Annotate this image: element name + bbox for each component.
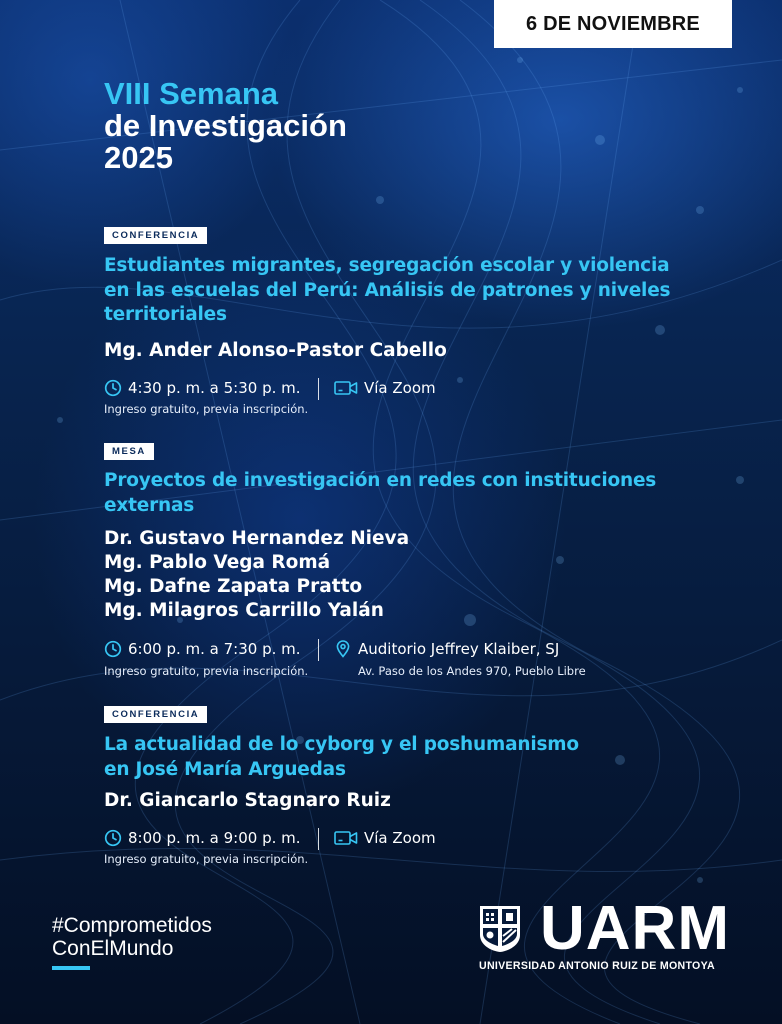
clock-icon <box>104 379 122 397</box>
event-type-badge: MESA <box>104 443 154 460</box>
event-address: Av. Paso de los Andes 970, Pueblo Libre <box>358 664 586 678</box>
clock-icon <box>104 829 122 847</box>
speaker-name: Mg. Ander Alonso-Pastor Cabello <box>104 340 447 361</box>
event-title <box>104 733 724 782</box>
speaker-name: Dr. Gustavo Hernandez Nieva <box>104 528 410 549</box>
event-location <box>334 640 559 658</box>
event-type-badge: CONFERENCIA <box>104 227 207 244</box>
event-time-text: 6:00 p. m. a 7:30 p. m. <box>128 640 301 658</box>
map-pin-icon <box>334 640 352 658</box>
page-title <box>104 78 347 174</box>
university-crest-icon <box>479 905 521 953</box>
divider <box>318 639 319 661</box>
hashtag <box>52 914 212 960</box>
event-location-text: Vía Zoom <box>364 829 436 847</box>
event-location <box>334 829 436 847</box>
admission-note: Ingreso gratuito, previa inscripción. <box>104 852 309 866</box>
event-title-line: en José María Arguedas <box>104 758 346 780</box>
event-title-line: en las escuelas del Perú: Análisis de patrones y niveles <box>104 279 671 301</box>
admission-note: Ingreso gratuito, previa inscripción. <box>104 664 309 678</box>
speaker-name: Mg. Pablo Vega Romá <box>104 552 331 573</box>
video-icon <box>334 379 358 397</box>
event-title-line: Estudiantes migrantes, segregación escolar y violencia <box>104 255 670 276</box>
speaker-list <box>104 527 409 623</box>
event-time <box>104 379 301 397</box>
speaker-list <box>104 789 391 813</box>
event-time-text: 8:00 p. m. a 9:00 p. m. <box>128 829 301 847</box>
title-line-1: VIII Semana <box>104 76 279 111</box>
event-time <box>104 829 301 847</box>
accent-underline <box>52 966 90 970</box>
event-title <box>104 469 724 518</box>
hashtag-line-1: #Comprometidos <box>52 914 212 937</box>
event-location-text: Vía Zoom <box>364 379 436 397</box>
divider <box>318 828 319 850</box>
speaker-name: Dr. Giancarlo Stagnaro Ruiz <box>104 790 391 811</box>
admission-note: Ingreso gratuito, previa inscripción. <box>104 402 309 416</box>
event-title-line: La actualidad de lo cyborg y el poshumanismo <box>104 734 579 755</box>
event-title <box>104 254 724 328</box>
event-time-text: 4:30 p. m. a 5:30 p. m. <box>128 379 301 397</box>
event-location <box>334 379 436 397</box>
event-title-line: externas <box>104 494 195 516</box>
title-line-3: 2025 <box>104 140 173 175</box>
speaker-name: Mg. Milagros Carrillo Yalán <box>104 600 384 621</box>
speaker-list <box>104 339 447 363</box>
event-title-line: Proyectos de investigación en redes con instituciones <box>104 470 657 491</box>
event-location-text: Auditorio Jeffrey Klaiber, SJ <box>358 640 560 658</box>
divider <box>318 378 319 400</box>
university-name: UNIVERSIDAD ANTONIO RUIZ DE MONTOYA <box>479 960 715 972</box>
clock-icon <box>104 640 122 658</box>
date-badge: 6 DE NOVIEMBRE <box>494 0 732 48</box>
event-time <box>104 640 301 658</box>
speaker-name: Mg. Dafne Zapata Pratto <box>104 576 363 597</box>
event-type-badge: CONFERENCIA <box>104 706 207 723</box>
hashtag-line-2: ConElMundo <box>52 937 174 960</box>
title-line-2: de Investigación <box>104 108 347 143</box>
video-icon <box>334 829 358 847</box>
university-logo-text: UARM <box>540 894 730 963</box>
event-title-line: territoriales <box>104 304 227 325</box>
